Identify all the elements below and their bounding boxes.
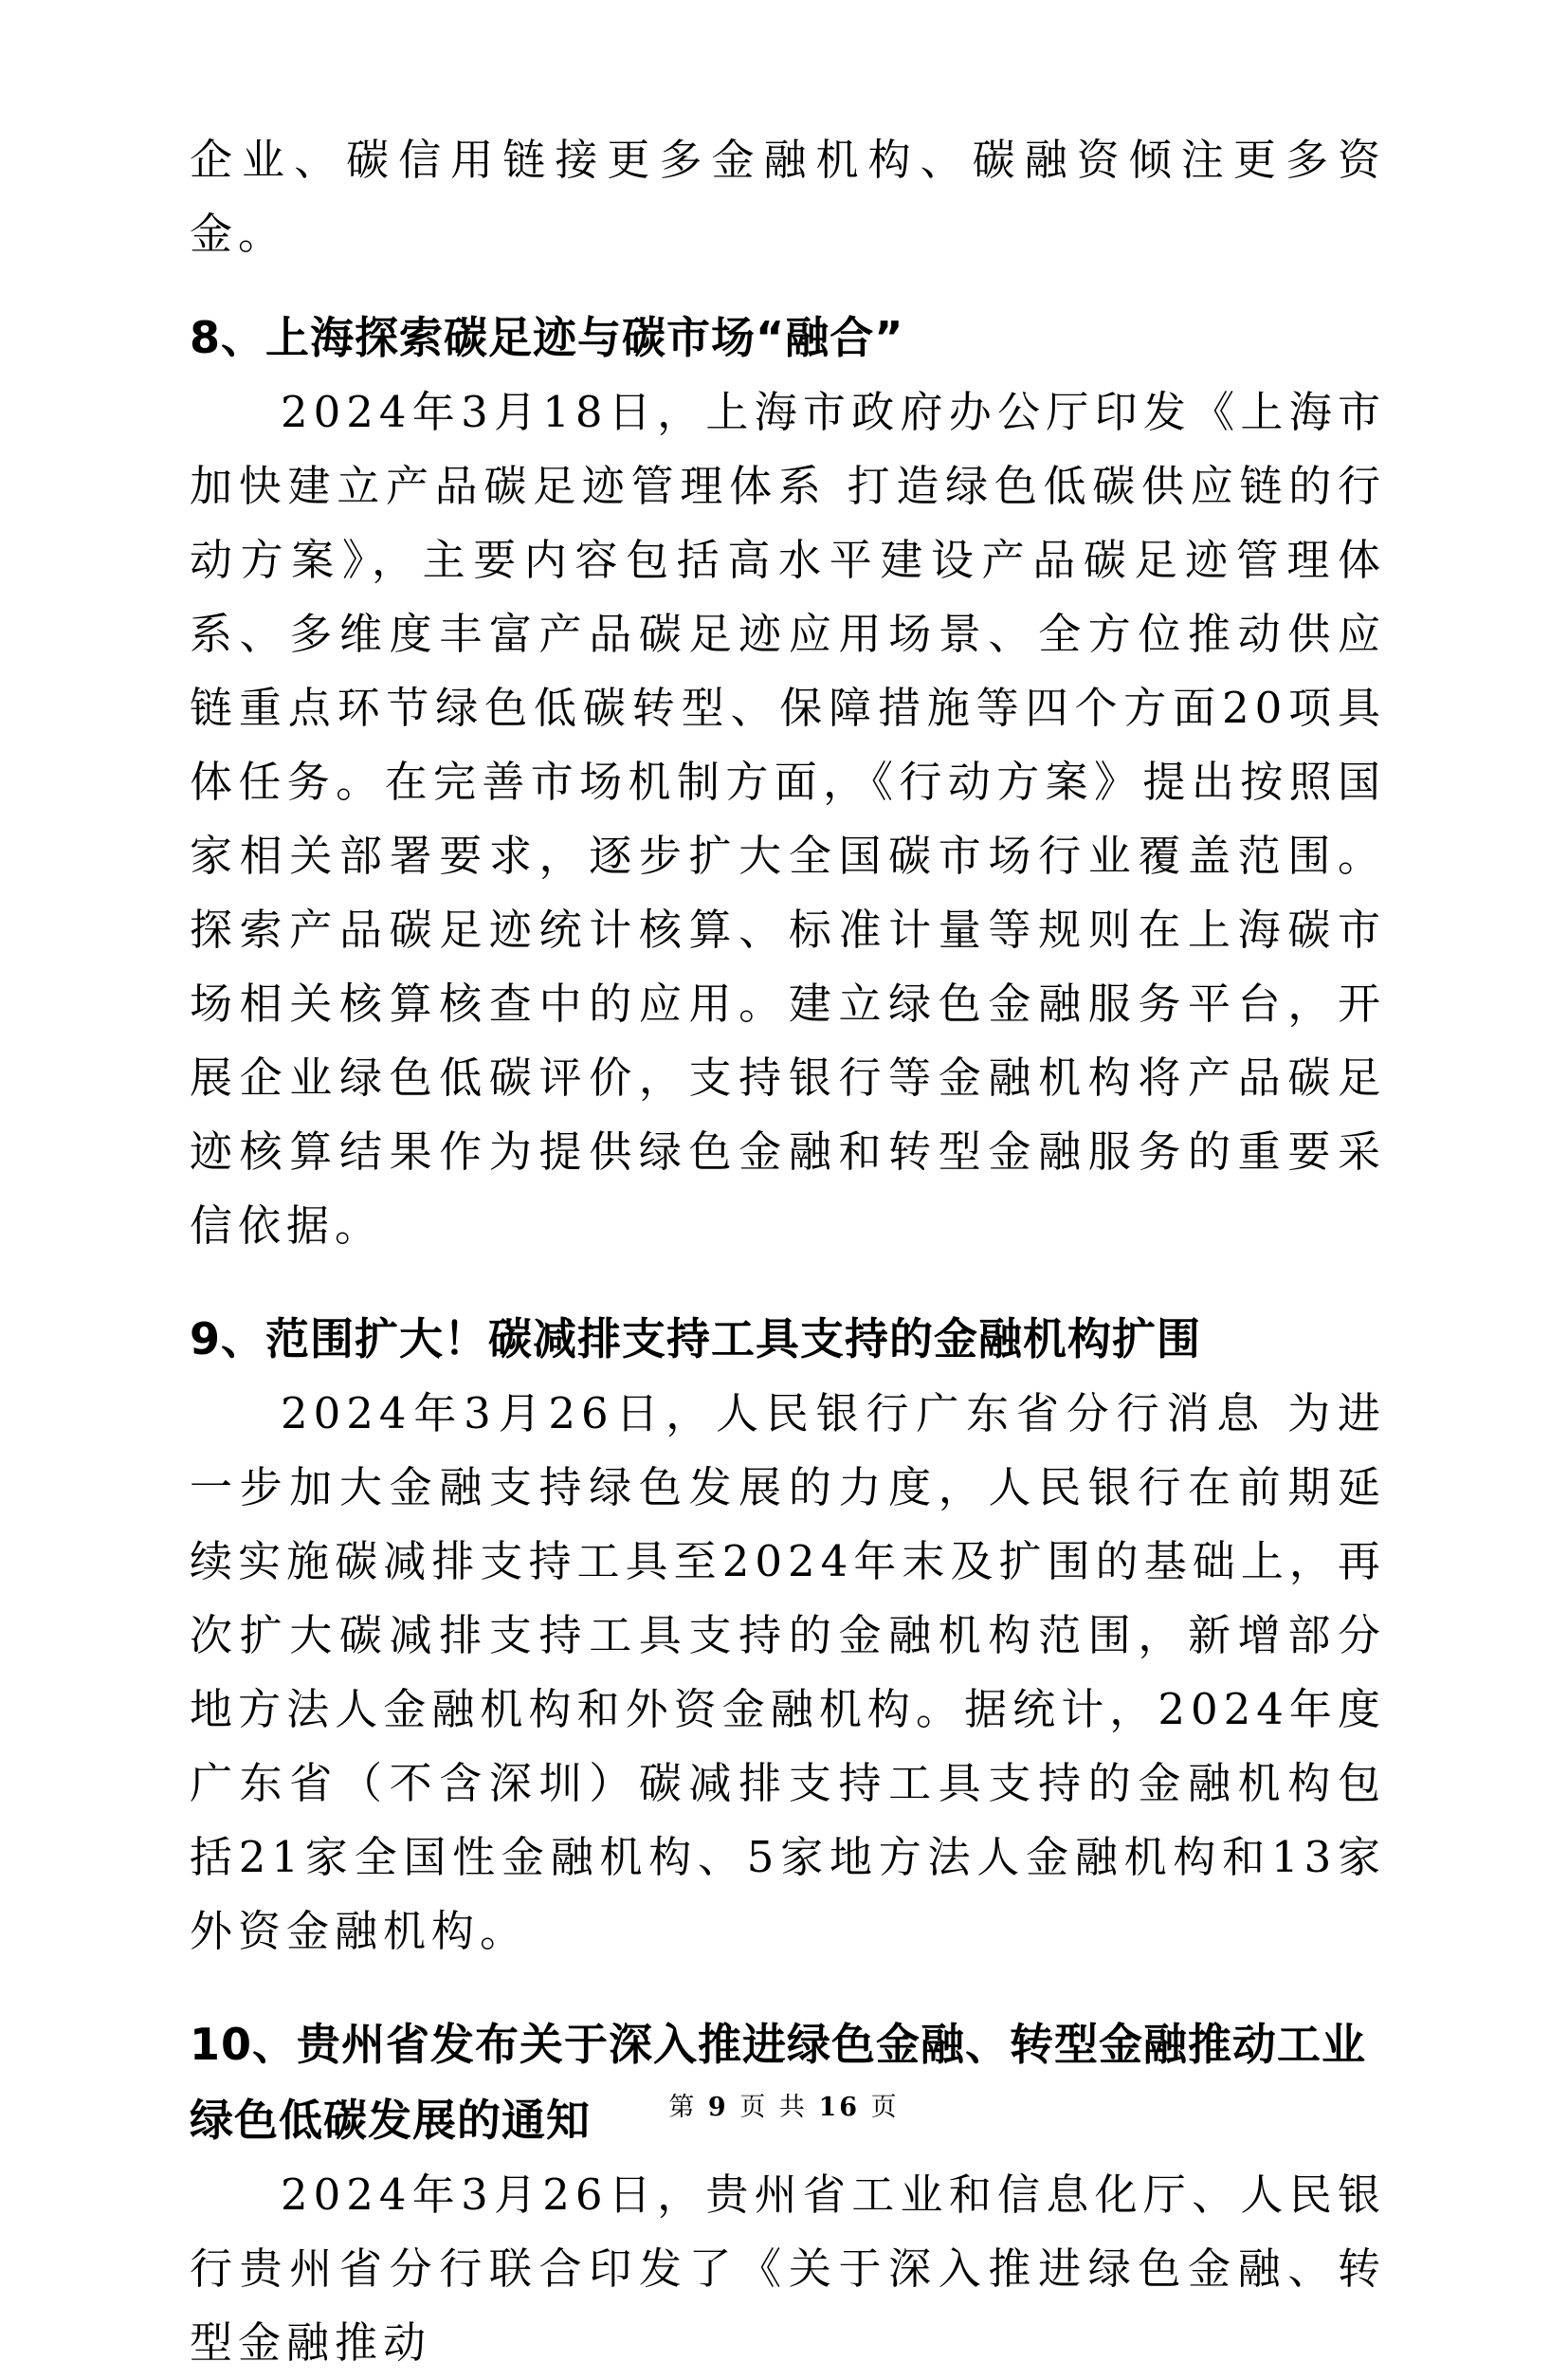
intro-paragraph: 企业、碳信用链接更多金融机构、碳融资倾注更多资金。 [190, 135, 1386, 259]
section-9-heading: 9、范围扩大！碳减排支持工具支持的金融机构扩围 [190, 1313, 1202, 1364]
footer-total-pages: 16 [818, 2093, 861, 2122]
section-10-heading: 10、贵州省发布关于深入推进绿色金融、转型金融推动工业绿色低碳发展的通知 [190, 2019, 1367, 2146]
footer-page-number: 9 [707, 2093, 729, 2122]
page-footer [0, 2086, 1568, 2123]
section-8-heading: 8、上海探索碳足迹与碳市场“融合” [190, 312, 904, 363]
footer-prefix: 第 [668, 2093, 698, 2122]
section-8-body: 2024年3月18日，上海市政府办公厅印发《上海市加快建立产品碳足迹管理体系 打造绿色低碳供应链的行动方案》，主要内容包括高水平建设产品碳足迹管理体系、多维度丰富产品碳足迹应用场景、全方位推动供应链重点环节绿色低碳转型、保障措施等四个方面20项具体任务。在完善市场机制方面，《行动方案》提出按照国家相关部署要求，逐步扩大全国碳市场行业覆盖范围。探索产品碳足迹统计核算、标准计量等规则在上海碳市场相关核算核查中的应用。建立绿色金融服务平台，开展企业绿色低碳评价，支持银行等金融机构将产品碳足迹核算结果作为提供绿色金融和转型金融服务的重要采信依据。 [190, 387, 1386, 1251]
footer-middle: 页 共 [739, 2093, 808, 2122]
section-9-body: 2024年3月26日，人民银行广东省分行消息 为进一步加大金融支持绿色发展的力度，人民银行在前期延续实施碳减排支持工具至2024年末及扩围的基础上，再次扩大碳减排支持工具支持的金融机构范围，新增部分地方法人金融机构和外资金融机构。据统计，2024年度广东省（不含深圳）碳减排支持工具支持的金融机构包括21家全国性金融机构、5家地方法人金融机构和13家外资金融机构。 [190, 1388, 1386, 1956]
footer-suffix: 页 [870, 2093, 900, 2122]
document-page [190, 123, 1386, 2380]
section-10-body: 2024年3月26日，贵州省工业和信息化厅、人民银行贵州省分行联合印发了《关于深入推进绿色金融、转型金融推动 [190, 2169, 1386, 2368]
